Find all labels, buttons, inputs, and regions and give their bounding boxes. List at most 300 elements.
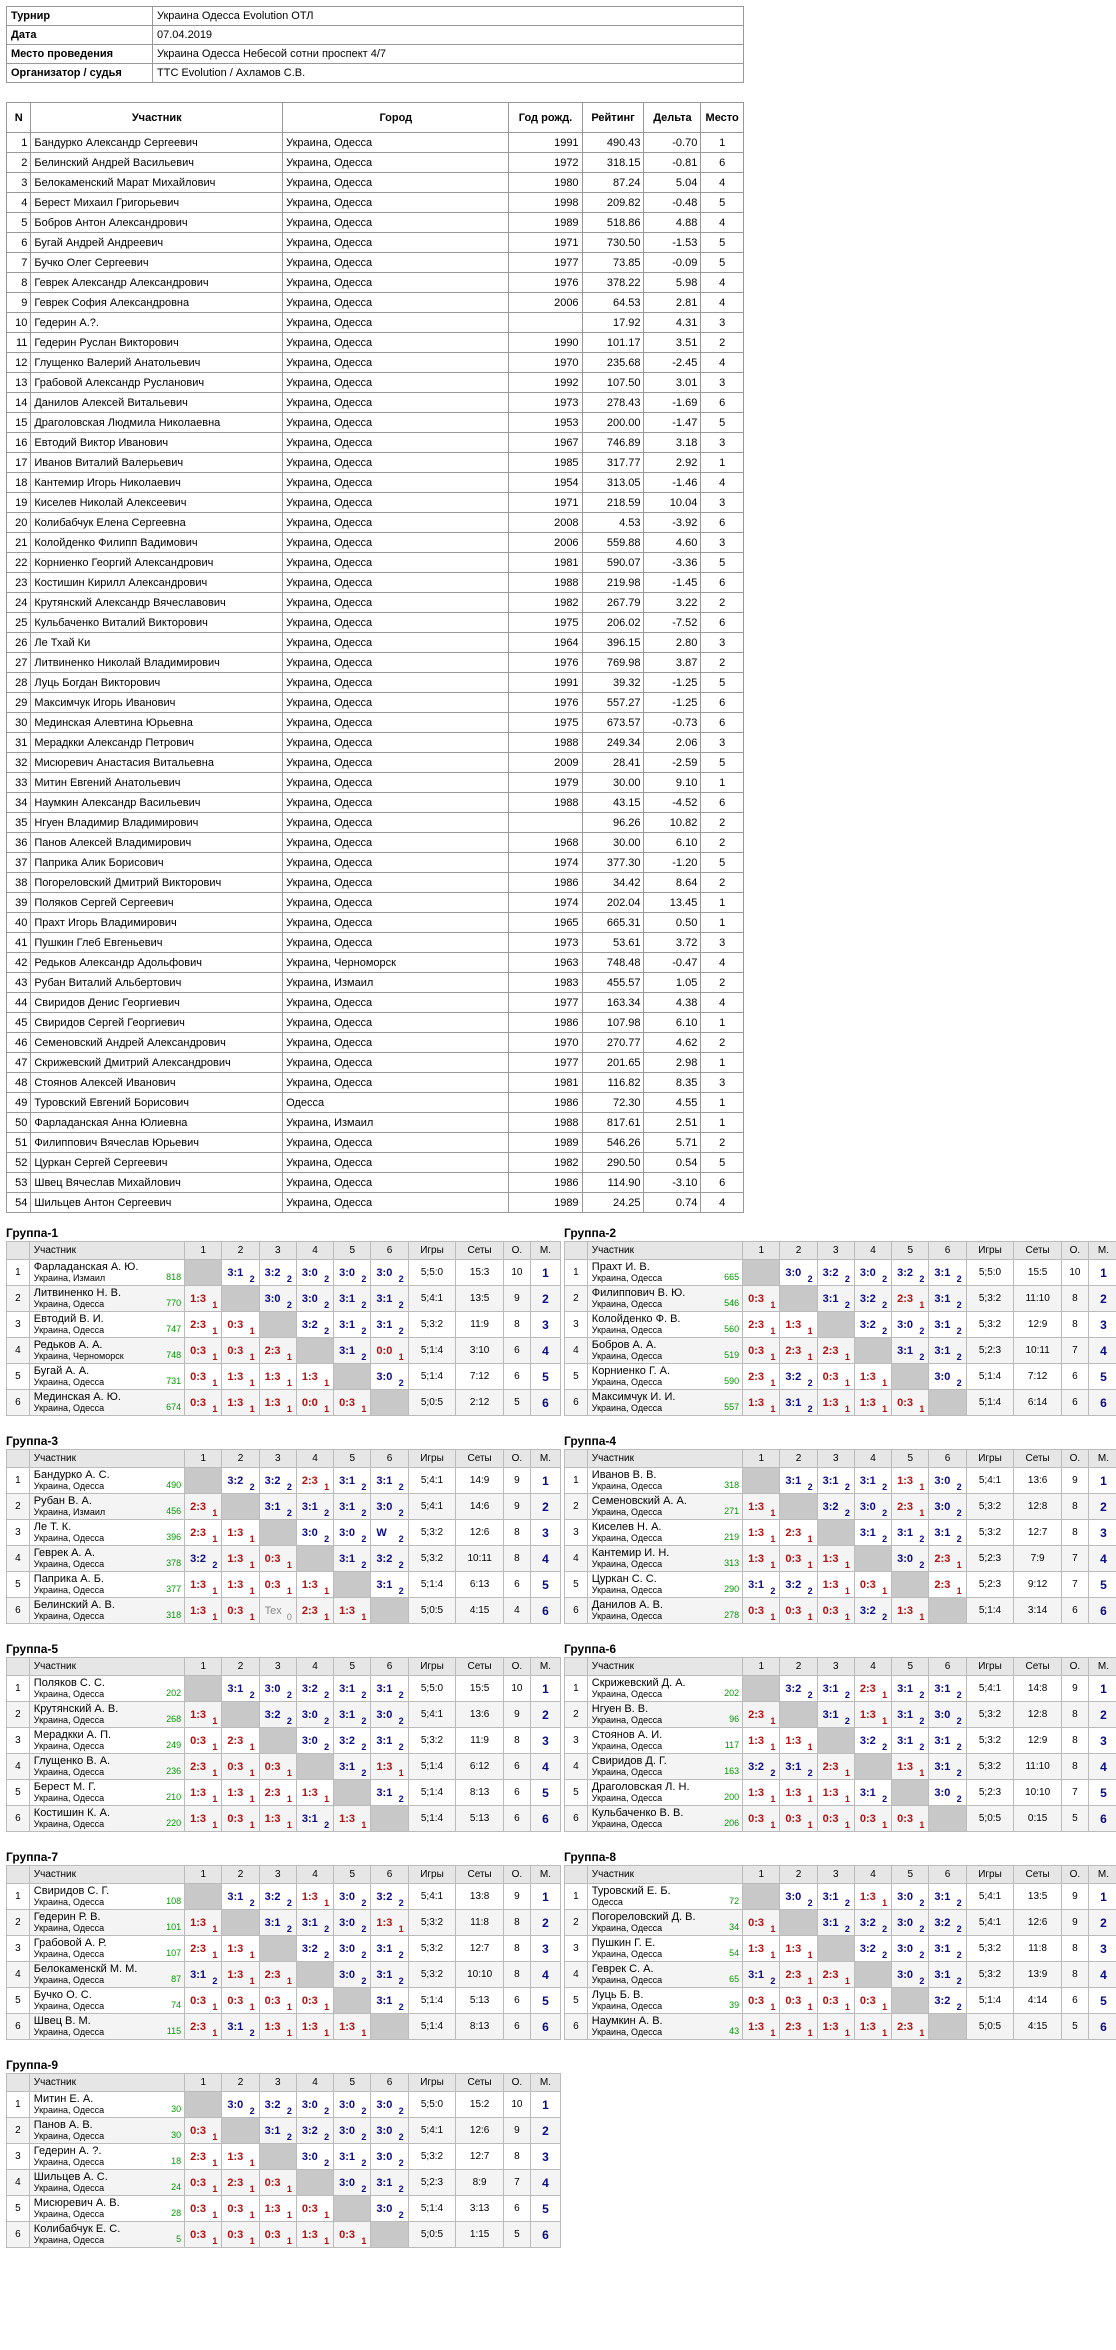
table-cell: Украина, Одесса [283, 833, 509, 853]
score-value: 3:0 [301, 1734, 318, 1747]
table-cell: 1974 [509, 853, 582, 873]
score-value: 3:0 [339, 2098, 356, 2111]
self-cell [222, 1494, 259, 1520]
player-name: Панов А. В. [33, 2118, 93, 2131]
match-score [929, 1728, 966, 1754]
player-cell [587, 1520, 742, 1546]
match-score [780, 1884, 817, 1910]
group-header-cell: Сеты [456, 2074, 504, 2092]
player-points: 10 [1061, 1260, 1088, 1286]
match-points: 1 [249, 1352, 255, 1362]
player-number: 1 [7, 1468, 30, 1494]
group-header-cell: Игры [408, 1450, 456, 1468]
table-cell: Украина, Одесса [283, 233, 509, 253]
match-score [296, 1676, 333, 1702]
match-score [817, 1962, 854, 1988]
match-score [854, 1494, 891, 1520]
group-header-cell: 4 [854, 1866, 891, 1884]
player-place: 5 [530, 1364, 560, 1390]
table-cell: Украина, Одесса [283, 153, 509, 173]
match-score [929, 1494, 966, 1520]
score-value: 3:1 [822, 1916, 839, 1929]
table-cell: -1.47 [644, 413, 701, 433]
player-name: Бугай А. А. [33, 1364, 90, 1377]
column-header: Дельта [644, 103, 701, 133]
player-city: Украина, Одесса [591, 1350, 663, 1361]
score-value: 0:3 [859, 1994, 876, 2007]
player-city: Украина, Одесса [33, 1948, 105, 1959]
player-cell [587, 1312, 742, 1338]
table-cell: 6.10 [644, 833, 701, 853]
player-points: 8 [1061, 1702, 1088, 1728]
match-points: 1 [286, 2184, 292, 2194]
match-score [259, 1676, 296, 1702]
group-header-row [7, 2074, 561, 2092]
player-cell [29, 1936, 184, 1962]
table-cell: 46 [7, 1033, 31, 1053]
table-cell: 17.92 [582, 313, 644, 333]
group-title: Группа-3 [6, 1434, 59, 1448]
table-cell: 1975 [509, 613, 582, 633]
group-player-row [565, 1754, 1116, 1780]
match-points: 2 [882, 1300, 888, 1310]
player-sets: 15:5 [1014, 1260, 1062, 1286]
table-row [7, 233, 744, 253]
table-cell: Украина, Одесса [283, 893, 509, 913]
group-header-cell: Игры [966, 1866, 1014, 1884]
match-score [296, 1312, 333, 1338]
score-value: 3:1 [859, 1786, 876, 1799]
match-points: 2 [398, 1742, 404, 1752]
table-cell: 7 [7, 253, 31, 273]
table-row [7, 753, 744, 773]
table-cell: Пушкин Глеб Евгеньевич [31, 933, 283, 953]
player-points: 8 [503, 1312, 530, 1338]
table-cell: 24 [7, 593, 31, 613]
player-city: Одесса [591, 1896, 623, 1907]
table-row [7, 833, 744, 853]
group-header-cell [7, 1658, 30, 1676]
player-number: 2 [7, 2118, 30, 2144]
table-cell: 2 [7, 153, 31, 173]
table-cell: -3.92 [644, 513, 701, 533]
score-value: 3:0 [859, 1266, 876, 1279]
table-cell: 546.26 [582, 1133, 644, 1153]
table-cell: Гедерин А.?. [31, 313, 283, 333]
match-points: 1 [882, 1898, 888, 1908]
table-cell: 3 [701, 433, 744, 453]
player-number: 6 [565, 1806, 588, 1832]
match-points: 1 [361, 1820, 367, 1830]
score-value: 3:1 [301, 1500, 318, 1513]
match-score [854, 1468, 891, 1494]
player-points: 9 [503, 2118, 530, 2144]
table-cell: Украина, Одесса [283, 313, 509, 333]
score-value: 1:3 [190, 1292, 206, 1305]
player-sets: 5:13 [456, 1806, 504, 1832]
score-value: 1:3 [376, 1916, 393, 1929]
player-sets: 13:9 [1014, 1962, 1062, 1988]
score-value: 1:3 [190, 1786, 206, 1799]
group-header-cell [7, 2074, 30, 2092]
group-header-cell: 5 [334, 2074, 371, 2092]
table-cell: Семеновский Андрей Александрович [31, 1033, 283, 1053]
score-value: 0:3 [822, 1370, 839, 1383]
match-points: 2 [956, 1534, 962, 1544]
table-cell: 1 [701, 133, 744, 153]
player-points: 9 [503, 1286, 530, 1312]
player-place: 4 [1088, 1754, 1116, 1780]
match-points: 1 [919, 2028, 925, 2038]
score-value: 1:3 [339, 1812, 356, 1825]
table-cell: 27 [7, 653, 31, 673]
player-sets: 3:10 [456, 1338, 504, 1364]
table-row [7, 1133, 744, 1153]
group-header-cell [7, 1450, 30, 1468]
player-points: 7 [1061, 1338, 1088, 1364]
player-place: 1 [1088, 1884, 1116, 1910]
table-cell: 3.18 [644, 433, 701, 453]
score-value: 3:0 [301, 1292, 318, 1305]
score-value: 0:3 [190, 2202, 206, 2215]
table-cell: 2 [701, 653, 744, 673]
match-points: 1 [249, 1768, 255, 1778]
player-sets: 2:12 [456, 1390, 504, 1416]
player-points: 6 [503, 1988, 530, 2014]
table-cell: 163.34 [582, 993, 644, 1013]
match-points: 1 [212, 2210, 218, 2220]
match-score [222, 1806, 259, 1832]
table-cell: 5 [701, 193, 744, 213]
table-cell: 1981 [509, 553, 582, 573]
score-value: 0:3 [190, 2176, 206, 2189]
score-value: 1:3 [301, 2228, 318, 2241]
score-value: 3:0 [301, 1526, 318, 1539]
player-number: 3 [565, 1728, 588, 1754]
group-table [6, 1433, 561, 1624]
score-value: 1:3 [264, 1396, 281, 1409]
match-points: 2 [398, 1378, 404, 1388]
score-value: 3:1 [339, 1500, 356, 1513]
group-header-cell: О. [1061, 1866, 1088, 1884]
self-cell [185, 1468, 222, 1494]
player-place: 2 [1088, 1286, 1116, 1312]
group-player-row [565, 1598, 1116, 1624]
player-number: 2 [7, 1286, 30, 1312]
table-cell: 1972 [509, 153, 582, 173]
score-value: 1:3 [822, 1396, 839, 1409]
match-score [222, 1260, 259, 1286]
player-number: 3 [565, 1520, 588, 1546]
group-header-cell: 4 [296, 1450, 333, 1468]
player-name: Гедерин А. ?. [33, 2144, 102, 2157]
match-score [817, 1494, 854, 1520]
match-points: 1 [807, 2002, 813, 2012]
player-city: Украина, Одесса [591, 1610, 663, 1621]
player-points: 6 [1061, 1988, 1088, 2014]
player-points: 8 [503, 1728, 530, 1754]
match-score [371, 1468, 408, 1494]
self-cell [892, 1988, 929, 2014]
score-value: 3:1 [748, 1578, 764, 1591]
score-value: 1:3 [859, 1370, 876, 1383]
info-row [7, 7, 744, 26]
info-row [7, 26, 744, 45]
score-value: 3:1 [748, 1968, 764, 1981]
player-name: Редьков А. А. [33, 1338, 103, 1351]
player-sets: 11:9 [456, 1728, 504, 1754]
player-games: 5;0:5 [408, 1598, 456, 1624]
score-value: 3:0 [897, 1916, 914, 1929]
self-cell [259, 1312, 296, 1338]
player-place: 2 [1088, 1494, 1116, 1520]
player-sets: 3:13 [456, 2196, 504, 2222]
match-score [259, 1260, 296, 1286]
match-score [854, 1936, 891, 1962]
match-points: 1 [249, 1612, 255, 1622]
player-games: 5;4:1 [966, 1910, 1014, 1936]
player-points: 9 [1061, 1884, 1088, 1910]
player-name: Драголовская Л. Н. [591, 1780, 690, 1793]
score-value: 0:3 [227, 1760, 244, 1773]
match-score [371, 1884, 408, 1910]
match-score [817, 1468, 854, 1494]
match-score [296, 1390, 333, 1416]
match-score [296, 2092, 333, 2118]
group-player-row [7, 1962, 561, 1988]
player-games: 5;1:4 [408, 2014, 456, 2040]
player-cell [29, 1338, 184, 1364]
table-cell: -0.81 [644, 153, 701, 173]
match-points: 2 [361, 1950, 367, 1960]
player-place: 4 [1088, 1546, 1116, 1572]
player-rating: 318 [724, 1480, 740, 1490]
table-cell: 1982 [509, 593, 582, 613]
table-cell: Кульбаченко Виталий Викторович [31, 613, 283, 633]
table-cell: 4.62 [644, 1033, 701, 1053]
player-city: Украина, Одесса [33, 1896, 105, 1907]
table-cell: 2.80 [644, 633, 701, 653]
player-sets: 6:12 [456, 1754, 504, 1780]
table-cell: -3.36 [644, 553, 701, 573]
player-place: 6 [1088, 2014, 1116, 2040]
match-score [892, 1286, 929, 1312]
match-points: 1 [286, 2236, 292, 2246]
score-value: 3:1 [376, 1578, 393, 1591]
match-points: 1 [212, 1300, 218, 1310]
table-cell [509, 313, 582, 333]
table-cell: 4.88 [644, 213, 701, 233]
table-cell: 44 [7, 993, 31, 1013]
score-value: 1:3 [785, 1942, 802, 1955]
table-cell: 2 [701, 333, 744, 353]
table-cell: Украина, Измаил [283, 1113, 509, 1133]
self-cell [929, 1806, 966, 1832]
match-score [259, 1598, 296, 1624]
match-score [259, 1468, 296, 1494]
match-points: 0 [286, 1612, 292, 1622]
player-rating: 271 [724, 1506, 740, 1516]
match-score [259, 1572, 296, 1598]
group-player-row [7, 2014, 561, 2040]
player-sets: 12:7 [456, 1936, 504, 1962]
score-value: 3:1 [264, 2124, 281, 2137]
table-cell: Фарладанская Анна Юлиевна [31, 1113, 283, 1133]
table-cell: 396.15 [582, 633, 644, 653]
match-points: 1 [286, 1586, 292, 1596]
player-sets: 12:9 [1014, 1312, 1062, 1338]
score-value: 3:0 [934, 1786, 951, 1799]
score-value: 1:3 [748, 1526, 764, 1539]
group-player-row [7, 2092, 561, 2118]
match-points: 1 [249, 1326, 255, 1336]
match-points: 2 [956, 1326, 962, 1336]
score-value: 2:3 [301, 1474, 318, 1487]
table-cell: 490.43 [582, 133, 644, 153]
player-games: 5;4:1 [408, 2118, 456, 2144]
player-points: 8 [1061, 1936, 1088, 1962]
group-header-cell: Сеты [1014, 1450, 1062, 1468]
match-points: 1 [324, 1612, 330, 1622]
score-value: 3:0 [376, 1370, 393, 1383]
table-cell: -7.52 [644, 613, 701, 633]
match-score [743, 1364, 780, 1390]
column-header: Год рожд. [509, 103, 582, 133]
table-cell: 87.24 [582, 173, 644, 193]
group-player-row [7, 1468, 561, 1494]
table-row [7, 873, 744, 893]
match-points: 1 [249, 1950, 255, 1960]
match-points: 2 [361, 2106, 367, 2116]
player-name: Колибабчук Е. С. [33, 2222, 121, 2235]
player-sets: 3:14 [1014, 1598, 1062, 1624]
group-player-row [565, 1520, 1116, 1546]
score-value: 1:3 [301, 1578, 318, 1591]
self-cell [817, 1728, 854, 1754]
table-cell: 665.31 [582, 913, 644, 933]
group-header-cell: М. [1088, 1866, 1116, 1884]
table-cell: Украина, Одесса [283, 613, 509, 633]
player-games: 5;0:5 [408, 2222, 456, 2248]
table-cell: Украина, Одесса [283, 873, 509, 893]
score-value: 0:3 [227, 1994, 244, 2007]
group-header-cell: Сеты [456, 1658, 504, 1676]
match-score [334, 2144, 371, 2170]
table-row [7, 973, 744, 993]
player-city: Украина, Одесса [33, 1766, 105, 1777]
table-cell: 3 [701, 313, 744, 333]
group-header-cell: Сеты [456, 1242, 504, 1260]
score-value: 3:2 [859, 1292, 876, 1305]
group-header-cell: 3 [817, 1658, 854, 1676]
table-cell: 37 [7, 853, 31, 873]
score-value: 3:1 [339, 1708, 356, 1721]
match-points: 2 [398, 1534, 404, 1544]
match-score [185, 2196, 222, 2222]
match-score [259, 2014, 296, 2040]
match-points: 1 [212, 1742, 218, 1752]
match-points: 1 [770, 2028, 776, 2038]
match-score [296, 1598, 333, 1624]
player-name: Шильцев А. С. [33, 2170, 108, 2183]
score-value: 2:3 [748, 1708, 764, 1721]
table-cell: 4 [701, 273, 744, 293]
match-points: 1 [286, 1794, 292, 1804]
match-points: 2 [956, 1742, 962, 1752]
group-table [564, 1225, 1116, 1416]
table-cell: 1986 [509, 1013, 582, 1033]
match-points: 1 [882, 2028, 888, 2038]
match-score [743, 1702, 780, 1728]
group-header-cell: 6 [929, 1866, 966, 1884]
group-header-row [565, 1450, 1116, 1468]
player-number: 4 [7, 2170, 30, 2196]
player-number: 3 [565, 1312, 588, 1338]
table-cell: 1985 [509, 453, 582, 473]
score-value: 1:3 [897, 1604, 914, 1617]
table-cell: 6 [701, 573, 744, 593]
player-place: 2 [1088, 1910, 1116, 1936]
score-value: 3:1 [190, 1968, 206, 1981]
score-value: 0:3 [264, 1994, 281, 2007]
score-value: 3:0 [301, 1708, 318, 1721]
player-rating: 54 [729, 1948, 740, 1958]
match-points: 1 [212, 2236, 218, 2246]
score-value: 3:2 [227, 1474, 244, 1487]
player-games: 5;4:1 [408, 1286, 456, 1312]
player-sets: 12:6 [1014, 1910, 1062, 1936]
match-score [371, 1728, 408, 1754]
match-score [780, 1312, 817, 1338]
score-value: 3:1 [934, 1682, 951, 1695]
group-header-cell: 2 [222, 1242, 259, 1260]
player-points: 5 [1061, 1806, 1088, 1832]
score-value: 1:3 [301, 2020, 318, 2033]
match-score [743, 1728, 780, 1754]
match-score [334, 1676, 371, 1702]
player-games: 5;0:5 [408, 1390, 456, 1416]
score-value: 3:0 [897, 1942, 914, 1955]
match-score [780, 1780, 817, 1806]
match-points: 2 [807, 1690, 813, 1700]
group-player-row [7, 1390, 561, 1416]
table-row [7, 1073, 744, 1093]
player-cell [29, 1780, 184, 1806]
table-row [7, 313, 744, 333]
table-cell: 1.05 [644, 973, 701, 993]
score-value: 2:3 [227, 2176, 244, 2189]
table-row [7, 633, 744, 653]
group-player-row [7, 1676, 561, 1702]
table-cell: 1990 [509, 333, 582, 353]
match-points: 2 [286, 1508, 292, 1518]
player-cell [29, 1728, 184, 1754]
player-city: Украина, Одесса [33, 2208, 105, 2219]
score-value: 3:0 [785, 1890, 802, 1903]
score-value: 1:3 [859, 1396, 876, 1409]
match-points: 2 [361, 1326, 367, 1336]
table-cell: 3 [701, 633, 744, 653]
match-score [371, 1754, 408, 1780]
match-score [334, 2170, 371, 2196]
match-score [743, 1962, 780, 1988]
match-points: 1 [807, 1534, 813, 1544]
score-value: 2:3 [748, 1318, 764, 1331]
match-points: 2 [807, 1482, 813, 1492]
group-player-row [7, 1286, 561, 1312]
table-cell: Стоянов Алексей Иванович [31, 1073, 283, 1093]
match-points: 2 [807, 1586, 813, 1596]
